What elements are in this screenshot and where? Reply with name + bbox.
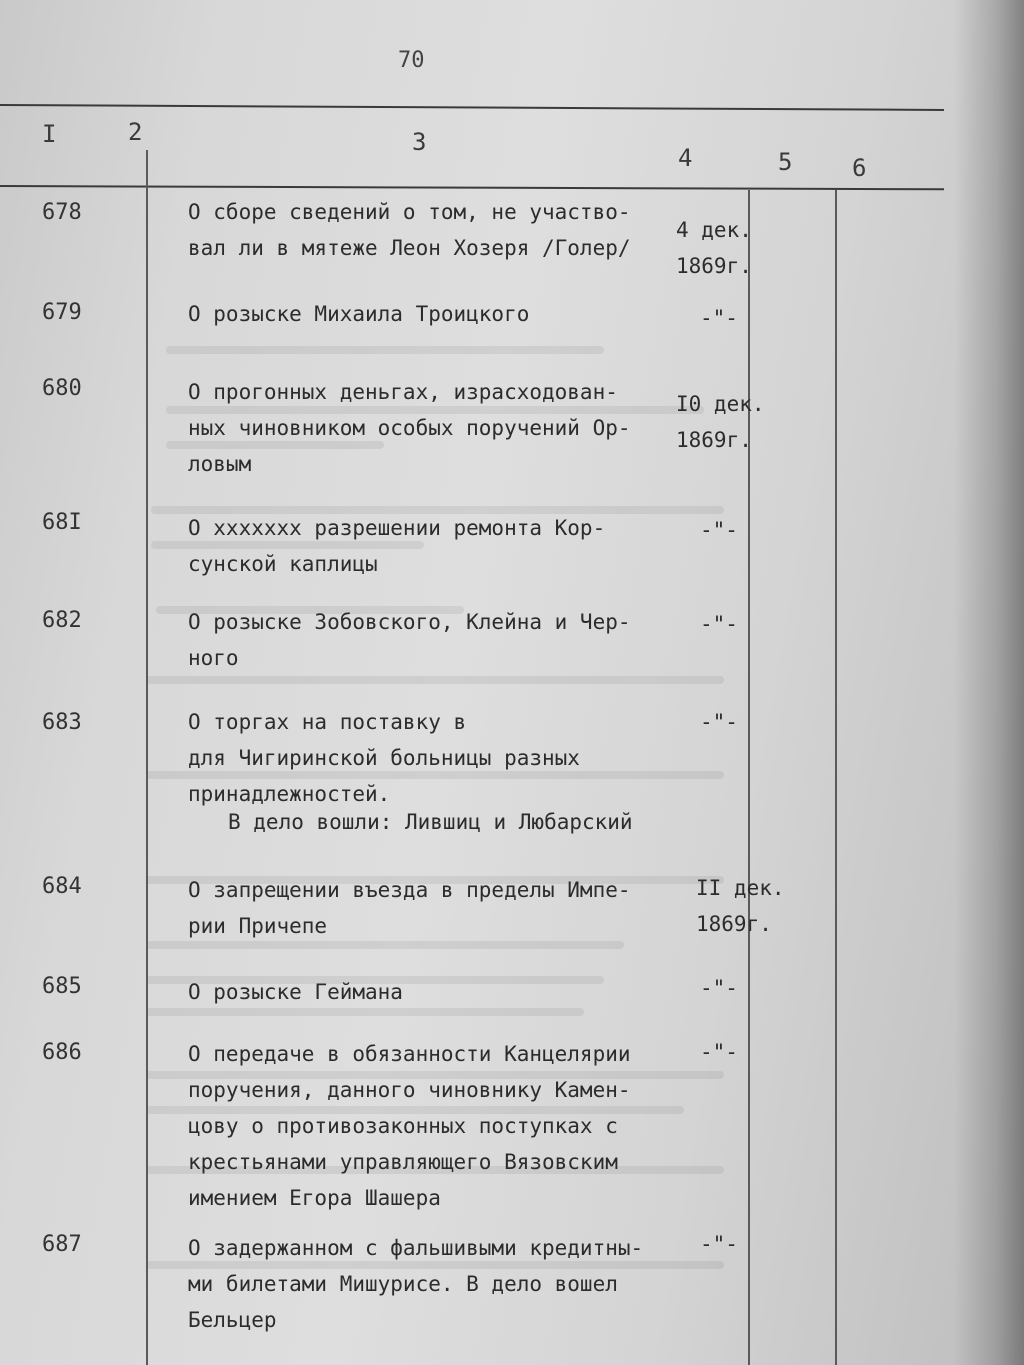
column-3-header: 3 [412, 128, 427, 156]
entry-number: 678 [42, 200, 82, 225]
entry-number: 685 [42, 974, 82, 999]
entry-date: -"- [700, 612, 738, 636]
entry-date: II дек. 1869г. [696, 876, 785, 936]
entry-title: О торгах на поставку в для Чигиринской больницы разных принадлежностей. [188, 710, 580, 806]
entry-date: -"- [700, 518, 738, 542]
column-2-header: 2 [128, 118, 143, 146]
entry-date: I0 дек. 1869г. [676, 392, 765, 452]
column-divider-3 [835, 190, 837, 1365]
entry-date: -"- [700, 306, 738, 330]
entry-date: -"- [700, 976, 738, 1000]
entry-title: О запрещении въезда в пределы Импе- рии Причепе [188, 878, 631, 938]
entry-number: 682 [42, 608, 82, 633]
entry-number: 680 [42, 376, 82, 401]
entry-title: О розыске Геймана [188, 980, 403, 1004]
entry-date: -"- [700, 1040, 738, 1064]
column-divider-2 [748, 190, 750, 1365]
entry-title: О сборе сведений о том, не участво- вал ли в мятеже Леон Хозеря /Голер/ [188, 200, 631, 260]
column-6-header: 6 [852, 154, 867, 182]
entry-date: 4 дек. 1869г. [676, 218, 752, 278]
entry-title: О розыске Михаила Троицкого [188, 302, 530, 326]
page-number: 70 [398, 48, 425, 73]
entry-number: 687 [42, 1232, 82, 1257]
column-5-header: 5 [778, 148, 793, 176]
entry-number: 68I [42, 510, 82, 535]
column-4-header: 4 [678, 144, 693, 172]
entry-note: В дело вошли: Лившиц и Любарский [228, 810, 633, 834]
column-1-header: I [42, 120, 57, 148]
entry-number: 679 [42, 300, 82, 325]
entry-title: О розыске Зобовского, Клейна и Чер- ного [188, 610, 631, 670]
entry-number: 683 [42, 710, 82, 735]
entry-title: О передаче в обязанности Канцелярии поручения, данного чиновнику Камен- цову о противозаконных поступках с крестьянами управляющего Вязовским имением Егора Шашера [188, 1042, 631, 1210]
entry-date: -"- [700, 710, 738, 734]
entry-title: О прогонных деньгах, израсходован- ных чиновником особых поручений Ор- ловым [188, 380, 631, 476]
entry-title: О xxxxxxx разрешении ремонта Кор- сунской каплицы [188, 516, 606, 576]
entry-date: -"- [700, 1232, 738, 1256]
entry-number: 686 [42, 1040, 82, 1065]
entry-number: 684 [42, 874, 82, 899]
entry-title: О задержанном с фальшивыми кредитны- ми билетами Мишурисе. В дело вошел Бельцер [188, 1236, 644, 1332]
column-divider-1 [146, 150, 148, 1365]
